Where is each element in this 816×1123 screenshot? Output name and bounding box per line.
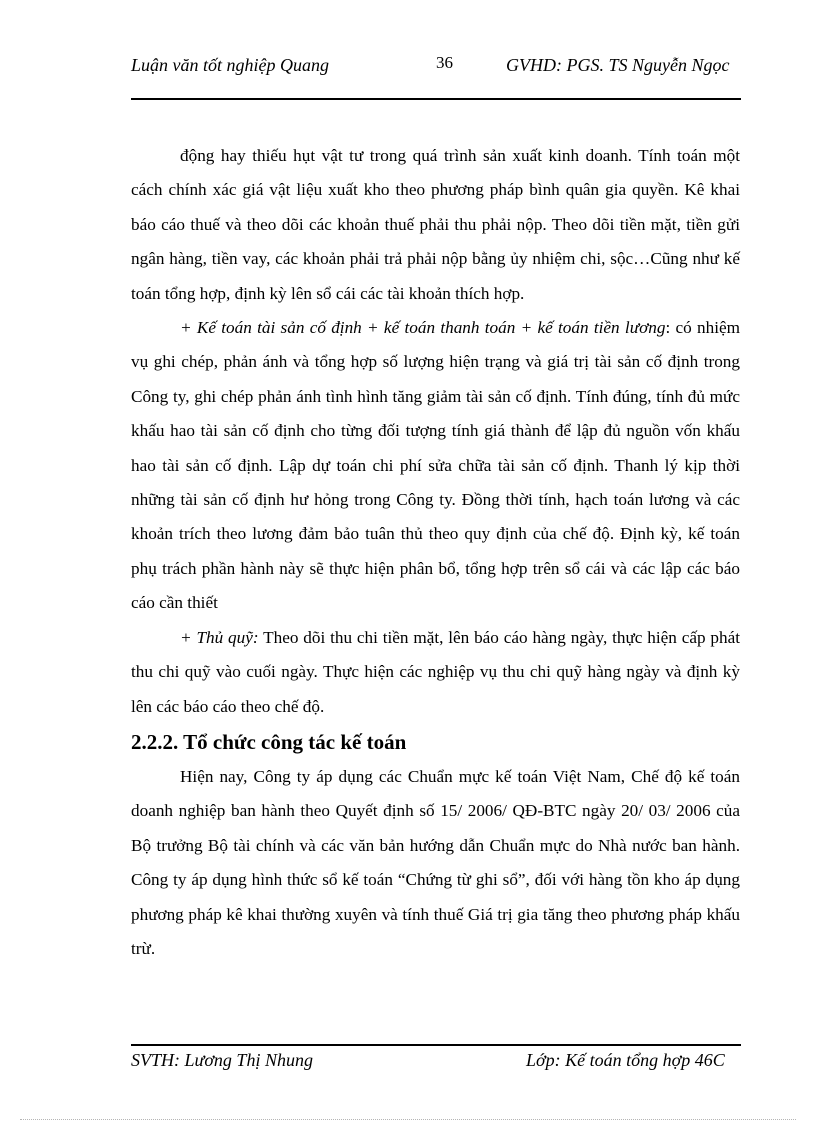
role-label-fixed-assets: + Kế toán tài sản cố định + kế toán thanh toán + kế toán tiền lương (180, 318, 666, 338)
header-rule (131, 98, 741, 100)
header-thesis-title: Luận văn tốt nghiệp Quang (131, 55, 329, 75)
paragraph-fixed-assets (131, 311, 740, 621)
page-edge-dotted-line (20, 1119, 796, 1120)
footer-class: Lớp: Kế toán tổng hợp 46C (526, 1050, 725, 1070)
role-label-treasurer: + Thủ quỹ: (180, 627, 259, 647)
page-number: 36 (436, 53, 453, 72)
section-heading: 2.2.2. Tổ chức công tác kế toán (131, 729, 407, 754)
paragraph-treasurer (131, 621, 740, 724)
footer-student: SVTH: Lương Thị Nhung (131, 1050, 313, 1070)
paragraph-treasurer-text: Theo dõi thu chi tiền mặt, lên báo cáo hàng ngày, thực hiện cấp phát thu chi quỹ vào cuối ngày. Thực hiện các nghiệp vụ thu chi quỹ hàng ngày và định kỳ lên các báo cáo theo chế độ. (131, 627, 741, 716)
document-body (131, 139, 740, 966)
footer-rule (131, 1044, 741, 1046)
paragraph-accounting-organization: Hiện nay, Công ty áp dụng các Chuẩn mực kế toán Việt Nam, Chế độ kế toán doanh nghiệp ban hành theo Quyết định số 15/ 2006/ QĐ-BTC ngày 20/ 03/ 2006 của Bộ trưởng Bộ tài chính và các văn bản hướng dẫn Chuẩn mực do Nhà nước ban hành. Công ty áp dụng hình thức sổ kế toán “Chứng từ ghi sổ”, đối với hàng tồn kho áp dụng phương pháp kê khai thường xuyên và tính thuế Giá trị gia tăng theo phương pháp khấu trừ. (131, 766, 740, 958)
paragraph-fixed-assets-text: : có nhiệm vụ ghi chép, phản ánh và tổng hợp số lượng hiện trạng và giá trị tài sản cố định trong Công ty, ghi chép phản ánh tình hình tăng giảm tài sản cố định. Tính đúng, tính đủ mức khấu hao tài sản cố định cho từng đối tượng tính giá thành để lập đủ nguồn vốn khấu hao tài sản cố định. Lập dự toán chi phí sửa chữa tài sản cố định. Thanh lý kịp thời những tài sản cố định hư hỏng trong Công ty. Đồng thời tính, hạch toán lương và các khoản trích theo lương đảm bảo tuân thủ theo quy định của chế độ. Định kỳ, kế toán phụ trách phần hành này sẽ thực hiện phân bổ, tổng hợp trên sổ cái và các lập các báo cáo cần thiết (131, 318, 740, 613)
header-advisor: GVHD: PGS. TS Nguyễn Ngọc (506, 55, 730, 75)
paragraph-continued: động hay thiếu hụt vật tư trong quá trình sản xuất kinh doanh. Tính toán một cách chính xác giá vật liệu xuất kho theo phương pháp bình quân gia quyền. Kê khai báo cáo thuế và theo dõi các khoản thuế phải thu phải nộp. Theo dõi tiền mặt, tiền gửi ngân hàng, tiền vay, các khoản phải trả phải nộp bằng ủy nhiệm chi, sộc…Cũng như kế toán tổng hợp, định kỳ lên sổ cái các tài khoản thích hợp. (131, 146, 740, 303)
